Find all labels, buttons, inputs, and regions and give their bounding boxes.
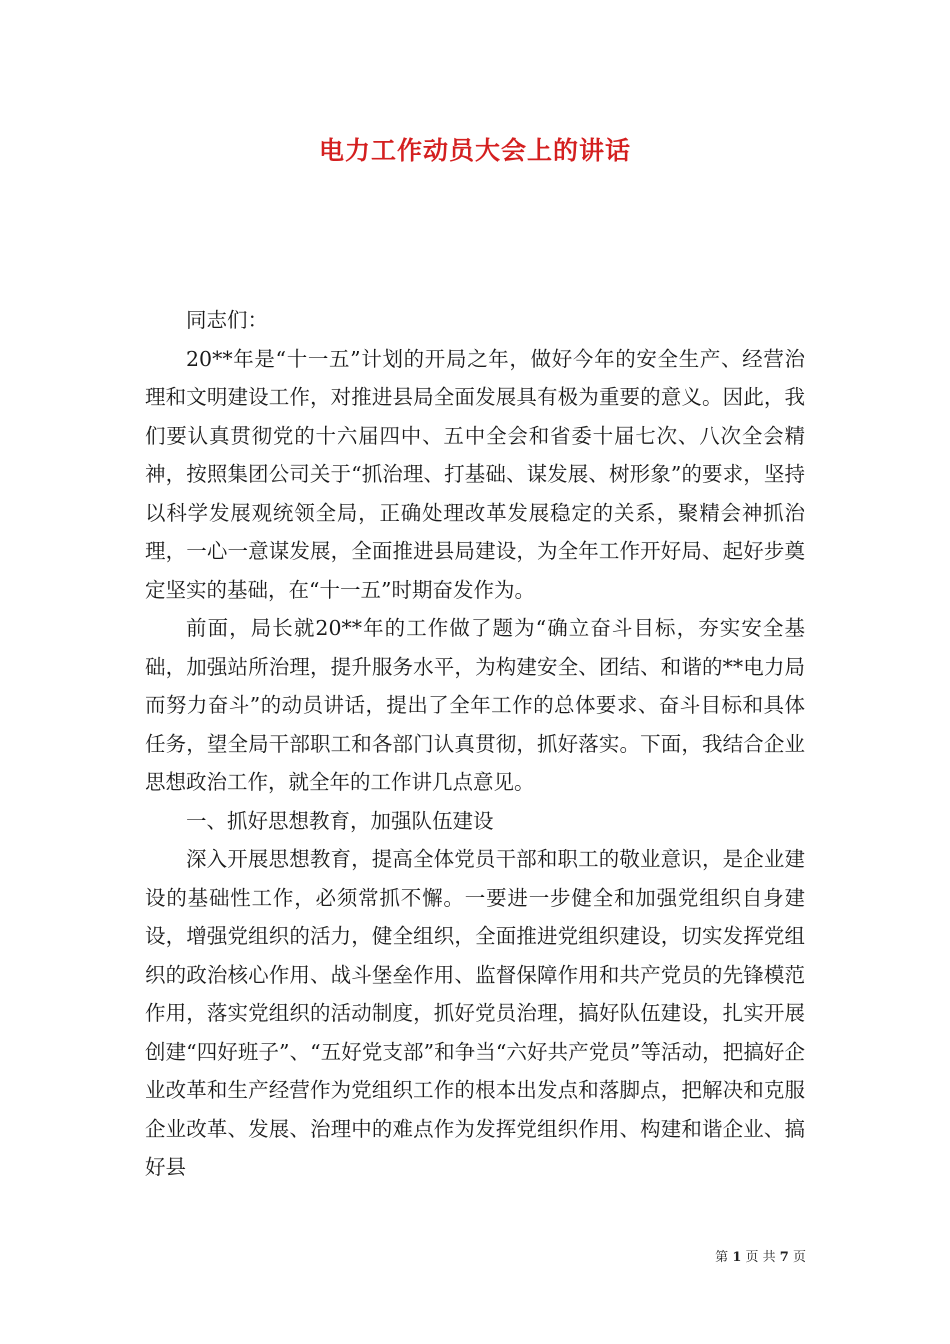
- total-pages-number: 7: [779, 1250, 789, 1265]
- body-paragraph: 20**年是“十一五”计划的开局之年，做好今年的安全生产、经营治理和文明建设工作，对推进县局全面发展具有极为重要的意义。因此，我们要认真贯彻党的十六届四中、五中全会和省委十届七次、八次全会精神，按照集团公司关于“抓治理、打基础、谋发展、树形象”的要求，坚持以科学发展观统领全局，正确处理改革发展稳定的关系，聚精会神抓治理，一心一意谋发展，全面推进县局建设，为全年工作开好局、起好步奠定坚实的基础，在“十一五”时期奋发作为。: [145, 346, 805, 602]
- document-body: [145, 301, 805, 1187]
- footer-suffix: 页: [792, 1250, 806, 1265]
- section-heading: 一、抓好思想教育，加强队伍建设: [186, 808, 494, 833]
- salutation-paragraph: 同志们：: [186, 308, 268, 332]
- body-paragraph: 前面，局长就20**年的工作做了题为“确立奋斗目标，夯实安全基础，加强站所治理，提升服务水平，为构建安全、团结、和谐的**电力局而努力奋斗”的动员讲话，提出了全年工作的总体要求、奋斗目标和具体任务，望全局干部职工和各部门认真贯彻，抓好落实。下面，我结合企业思想政治工作，就全年的工作讲几点意见。: [145, 616, 805, 794]
- page-number-footer: [0, 1246, 806, 1265]
- document-title: 电力工作动员大会上的讲话: [318, 136, 631, 165]
- body-paragraph: 深入开展思想教育，提高全体党员干部和职工的敬业意识，是企业建设的基础性工作，必须常抓不懈。一要进一步健全和加强党组织自身建设，增强党组织的活力，健全组织，全面推进党组织建设，切实发挥党组织的政治核心作用、战斗堡垒作用、监督保障作用和共产党员的先锋模范作用，落实党组织的活动制度，抓好党员治理，搞好队伍建设，扎实开展创建“四好班子”、“五好党支部”和争当“六好共产党员”等活动，把搞好企业改革和生产经营作为党组织工作的根本出发点和落脚点，把解决和克服企业改革、发展、治理中的难点作为发挥党组织作用、构建和谐企业、搞好县: [145, 847, 805, 1179]
- footer-middle: 页 共: [745, 1250, 776, 1265]
- footer-prefix: 第: [715, 1250, 729, 1265]
- current-page-number: 1: [732, 1250, 742, 1265]
